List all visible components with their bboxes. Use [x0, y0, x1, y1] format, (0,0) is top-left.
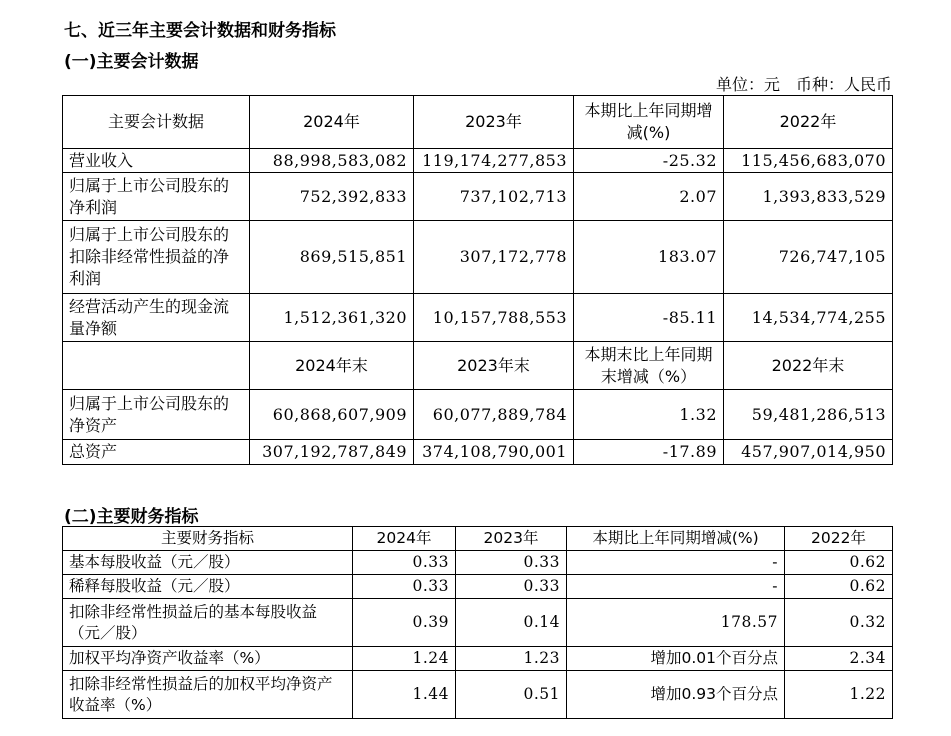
header-cell: 主要会计数据 [63, 96, 250, 149]
value-cell: 178.57 [567, 599, 785, 647]
table-row [63, 440, 893, 465]
value-cell: 374,108,790,001 [414, 440, 574, 465]
subsection-title-accounting-data: (一)主要会计数据 [64, 52, 199, 72]
value-cell: 1,512,361,320 [250, 294, 414, 342]
value-cell: 726,747,105 [724, 221, 893, 294]
value-cell: 0.33 [456, 551, 567, 575]
accounting-data-table [62, 95, 893, 465]
value-cell: 1,393,833,529 [724, 173, 893, 221]
table-row [63, 647, 893, 671]
header-cell: 2022年 [785, 527, 893, 551]
header-cell: 2022年末 [724, 342, 893, 390]
value-cell: 60,077,889,784 [414, 390, 574, 440]
value-cell: 0.62 [785, 551, 893, 575]
section-title: 七、近三年主要会计数据和财务指标 [64, 21, 336, 41]
value-cell: - [567, 551, 785, 575]
row-label: 经营活动产生的现金流量净额 [63, 294, 250, 342]
table-subheader-row [63, 342, 893, 390]
value-cell: 0.33 [353, 575, 456, 599]
header-cell: 本期比上年同期增减(%) [574, 96, 724, 149]
row-label: 归属于上市公司股东的净利润 [63, 173, 250, 221]
value-cell: 2.07 [574, 173, 724, 221]
row-label: 扣除非经常性损益后的加权平均净资产收益率（%） [63, 671, 353, 719]
value-cell: 60,868,607,909 [250, 390, 414, 440]
financial-indicators-table [62, 526, 893, 719]
value-cell: 115,456,683,070 [724, 149, 893, 173]
header-cell: 2024年 [250, 96, 414, 149]
value-cell: 2.34 [785, 647, 893, 671]
header-cell: 2023年末 [414, 342, 574, 390]
row-label: 稀释每股收益（元／股） [63, 575, 353, 599]
table-row [63, 149, 893, 173]
header-cell: 2023年 [456, 527, 567, 551]
value-cell: 1.44 [353, 671, 456, 719]
value-cell: 1.22 [785, 671, 893, 719]
value-cell: - [567, 575, 785, 599]
value-cell: -25.32 [574, 149, 724, 173]
value-cell: 307,192,787,849 [250, 440, 414, 465]
value-cell: 1.23 [456, 647, 567, 671]
row-label: 扣除非经常性损益后的基本每股收益（元／股） [63, 599, 353, 647]
row-label: 基本每股收益（元／股） [63, 551, 353, 575]
row-label: 加权平均净资产收益率（%） [63, 647, 353, 671]
value-cell: 0.33 [456, 575, 567, 599]
row-label: 归属于上市公司股东的扣除非经常性损益的净利润 [63, 221, 250, 294]
header-cell [63, 342, 250, 390]
value-cell: 869,515,851 [250, 221, 414, 294]
header-cell: 主要财务指标 [63, 527, 353, 551]
table-row [63, 390, 893, 440]
table-row [63, 221, 893, 294]
value-cell: 183.07 [574, 221, 724, 294]
value-cell: 119,174,277,853 [414, 149, 574, 173]
value-cell: 增加0.01个百分点 [567, 647, 785, 671]
table-row [63, 599, 893, 647]
table-row [63, 173, 893, 221]
value-cell: 0.62 [785, 575, 893, 599]
value-cell: -85.11 [574, 294, 724, 342]
table-row [63, 551, 893, 575]
value-cell: 457,907,014,950 [724, 440, 893, 465]
value-cell: 752,392,833 [250, 173, 414, 221]
subsection-title-financial-indicators: (二)主要财务指标 [64, 507, 199, 527]
value-cell: 1.32 [574, 390, 724, 440]
table-header-row [63, 527, 893, 551]
header-cell: 2024年 [353, 527, 456, 551]
value-cell: 0.33 [353, 551, 456, 575]
header-cell: 2024年末 [250, 342, 414, 390]
table-row [63, 575, 893, 599]
unit-currency-note: 单位：元 币种：人民币 [715, 75, 892, 94]
value-cell: 增加0.93个百分点 [567, 671, 785, 719]
value-cell: 0.14 [456, 599, 567, 647]
value-cell: 0.39 [353, 599, 456, 647]
value-cell: 88,998,583,082 [250, 149, 414, 173]
value-cell: -17.89 [574, 440, 724, 465]
value-cell: 0.51 [456, 671, 567, 719]
row-label: 总资产 [63, 440, 250, 465]
row-label: 营业收入 [63, 149, 250, 173]
header-cell: 本期末比上年同期末增减（%） [574, 342, 724, 390]
value-cell: 14,534,774,255 [724, 294, 893, 342]
header-cell: 2022年 [724, 96, 893, 149]
value-cell: 737,102,713 [414, 173, 574, 221]
value-cell: 307,172,778 [414, 221, 574, 294]
table-row [63, 294, 893, 342]
value-cell: 59,481,286,513 [724, 390, 893, 440]
row-label: 归属于上市公司股东的净资产 [63, 390, 250, 440]
table-row [63, 671, 893, 719]
value-cell: 1.24 [353, 647, 456, 671]
header-cell: 本期比上年同期增减(%) [567, 527, 785, 551]
value-cell: 10,157,788,553 [414, 294, 574, 342]
header-cell: 2023年 [414, 96, 574, 149]
value-cell: 0.32 [785, 599, 893, 647]
table-header-row [63, 96, 893, 149]
